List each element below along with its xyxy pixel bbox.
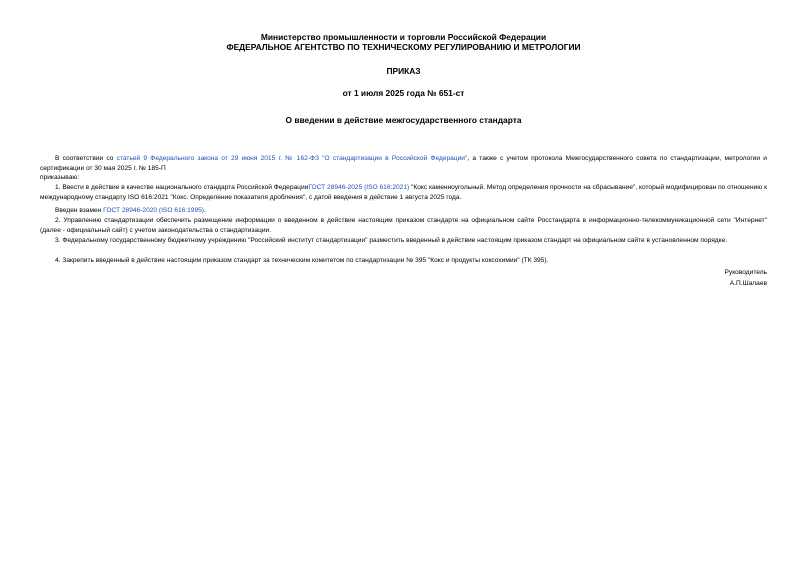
signatory-title: Руководитель	[724, 269, 767, 276]
item-4-paragraph: 4. Закрепить введенный в действие настоящим приказом стандарт за техническим комитетом по стандартизации № 395 "Кокс и продукты коксохимии" (ТК 395).	[55, 257, 549, 264]
gost-2025-link[interactable]: ГОСТ 28946-2025 (ISO 616:2021)	[308, 184, 410, 191]
document-type-heading: ПРИКАЗ	[386, 66, 421, 76]
item-1-prefix: 1. Ввести в действие в качестве национального стандарта Российской Федерации	[55, 184, 309, 191]
item-1-paragraph	[40, 183, 767, 202]
document-title: О введении в действие межгосударственного стандарта	[285, 115, 522, 125]
gost-2020-link[interactable]: ГОСТ 28946-2020 (ISO 616:1995)	[103, 207, 204, 214]
preamble-paragraph	[40, 154, 767, 183]
replacement-paragraph	[40, 206, 767, 216]
replacement-prefix: Введен взамен	[55, 207, 104, 214]
preamble-suffix: , а также с учетом протокола Межгосударственного совета по стандартизации, метрологии и сертификации от 30 мая 2025 г. № 185-П	[40, 155, 767, 172]
agency-heading: ФЕДЕРАЛЬНОЕ АГЕНТСТВО ПО ТЕХНИЧЕСКОМУ РЕГУЛИРОВАНИЮ И МЕТРОЛОГИИ	[226, 42, 581, 52]
item-1-suffix: "Кокс каменноугольный. Метод определения прочности на сбрасывание", который модифицирован по отношению к международному стандарту ISO 616:2021 "Кокс. Определение показателя дробления", с датой введения в действие 1 августа 2025 года.	[40, 184, 767, 201]
ministry-heading: Министерство промышленности и торговли Российской Федерации	[260, 32, 547, 42]
preamble-prefix: В соответствии со	[55, 155, 117, 162]
replacement-suffix: .	[204, 207, 206, 214]
federal-law-link[interactable]: статьей 9 Федерального закона от 29 июня 2015 г. № 162-ФЗ "О стандартизации в Российской Федерации"	[116, 155, 468, 162]
item-2-paragraph: 2. Управлению стандартизации обеспечить размещение информации о введенном в действие настоящим приказом стандарте на официальном сайте Росстандарта в информационно-телекоммуникационной сети "Интернет" (далее - официальный сайт) с учетом законодательства о стандартизации.	[40, 217, 767, 234]
order-date-number: от 1 июля 2025 года № 651-ст	[342, 88, 465, 98]
signatory-name: А.П.Шалаев	[729, 280, 767, 287]
item-3-paragraph: 3. Федеральному государственному бюджетному учреждению "Российский институт стандартизации" разместить введенный в действие настоящим приказом стандарт на официальном сайте в установленном порядке.	[55, 237, 728, 244]
decree-word: приказываю:	[40, 174, 80, 182]
